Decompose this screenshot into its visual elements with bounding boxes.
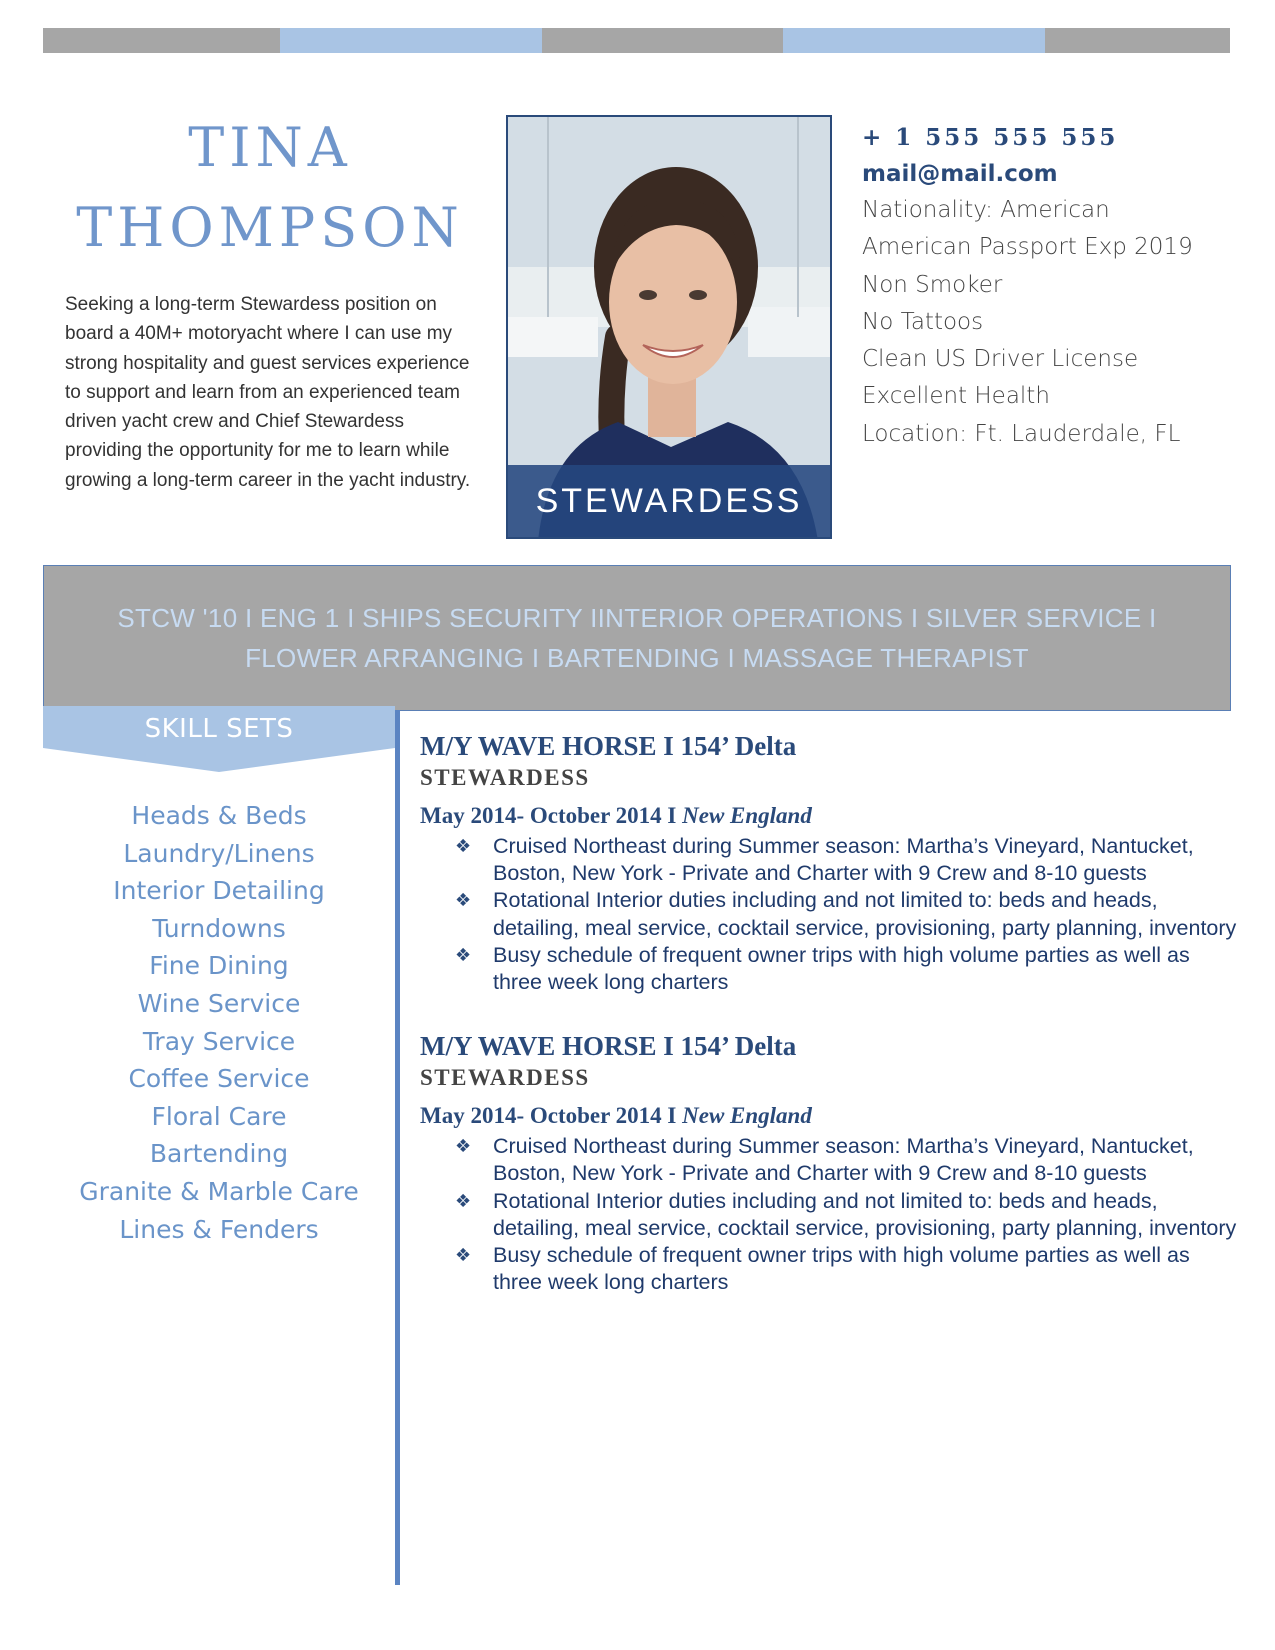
skill-item: Floral Care <box>151 1101 287 1131</box>
profile-photo <box>506 115 832 539</box>
job-bullet-text: Busy schedule of frequent owner trips with high volume parties as well as three week long charters <box>493 942 1190 995</box>
detail-passport: American Passport Exp 2019 <box>862 234 1193 261</box>
job-bullet <box>420 887 1240 941</box>
column-divider <box>395 710 400 1585</box>
job-vessel: M/Y WAVE HORSE I 154’ Delta <box>420 731 797 761</box>
photo-caption-title: STEWARDESS <box>508 465 830 537</box>
top-bar-segment <box>1045 28 1230 53</box>
detail-smoker: Non Smoker <box>862 271 1003 298</box>
phone-number: + 1 555 555 555 <box>862 124 1119 151</box>
certifications-line: FLOWER ARRANGING I BARTENDING I MASSAGE THERAPIST <box>245 643 1029 673</box>
detail-nationality: Nationality: American <box>862 197 1110 223</box>
job-role: STEWARDESS <box>420 1065 590 1091</box>
job-location: New England <box>682 1103 812 1129</box>
top-color-bar <box>43 28 1230 53</box>
skill-item: Tray Service <box>142 1026 296 1056</box>
contact-block <box>862 120 1242 453</box>
detail-tattoos: No Tattoos <box>862 308 984 335</box>
job-bullets <box>420 833 1240 996</box>
skill-sets-header <box>43 706 395 772</box>
skill-item: Interior Detailing <box>113 876 325 906</box>
skill-item: Laundry/Linens <box>123 838 315 868</box>
email-address: mail@mail.com <box>862 161 1058 187</box>
diamond-bullet-icon: ❖ <box>455 1136 472 1158</box>
job-dates <box>420 1101 1240 1131</box>
job-bullet <box>420 833 1240 887</box>
job-bullet-text: Cruised Northeast during Summer season: Martha’s Vineyard, Nantucket, Boston, New York - Private and Charter with 9 Crew and 8-10 guests <box>493 1134 1194 1186</box>
job-bullets <box>420 1133 1240 1296</box>
skill-item: Fine Dining <box>149 951 289 981</box>
skill-item: Wine Service <box>137 988 301 1018</box>
job-entry <box>420 730 1240 996</box>
job-bullet <box>420 1133 1240 1187</box>
certifications-text <box>117 598 1156 678</box>
diamond-bullet-icon: ❖ <box>455 836 472 857</box>
job-bullet-text: Rotational Interior duties including and not limited to: beds and heads, detailing, meal service, cocktail service, provisioning, party planning, inventory <box>493 1188 1237 1240</box>
diamond-bullet-icon: ❖ <box>455 1245 472 1267</box>
diamond-bullet-icon: ❖ <box>455 890 472 912</box>
candidate-name <box>60 108 480 268</box>
job-location: New England <box>682 803 812 828</box>
job-bullet-text: Rotational Interior duties including and not limited to: beds and heads, detailing, meal service, cocktail service, provisioning, party planning, inventory <box>493 888 1237 940</box>
skill-item: Lines & Fenders <box>119 1214 319 1244</box>
name-first: TINA <box>188 116 352 179</box>
job-bullet-text: Cruised Northeast during Summer season: Martha’s Vineyard, Nantucket, Boston, New York - Private and Charter with 9 Crew and 8-10 guests <box>493 834 1194 886</box>
diamond-bullet-icon: ❖ <box>455 1190 472 1212</box>
top-bar-segment <box>783 28 1045 53</box>
skill-item: Granite & Marble Care <box>79 1176 359 1206</box>
certifications-banner <box>43 565 1231 711</box>
certifications-line: STCW '10 I ENG 1 I SHIPS SECURITY IINTERIOR OPERATIONS I SILVER SERVICE I <box>117 603 1157 633</box>
job-bullet <box>420 942 1240 996</box>
job-dates <box>420 801 1240 831</box>
job-role: STEWARDESS <box>420 765 590 790</box>
detail-health: Excellent Health <box>862 383 1050 410</box>
top-bar-segment <box>43 28 280 53</box>
job-entry <box>420 1030 1240 1296</box>
name-last: THOMPSON <box>76 196 464 259</box>
skill-item: Turndowns <box>152 913 286 943</box>
job-vessel: M/Y WAVE HORSE I 154’ Delta <box>420 1031 797 1062</box>
objective-text: Seeking a long-term Stewardess position on board a 40M+ motoryacht where I can use my strong hospitality and guest services experience to support and learn from an experienced team driven yacht crew and Chief Stewardess providing the opportunity for me to learn while growing a long-term career in the yacht industry. <box>65 294 471 491</box>
top-bar-segment <box>542 28 783 53</box>
job-bullet-text: Busy schedule of frequent owner trips with high volume parties as well as three week long charters <box>493 1243 1190 1295</box>
diamond-bullet-icon: ❖ <box>455 944 472 966</box>
skill-item: Heads & Beds <box>131 801 307 830</box>
experience-section <box>420 730 1240 1330</box>
skills-list <box>43 797 395 1248</box>
detail-location: Location: Ft. Lauderdale, FL <box>862 420 1181 447</box>
job-bullet <box>420 1242 1240 1296</box>
job-bullet <box>420 1188 1240 1242</box>
detail-license: Clean US Driver License <box>862 346 1139 373</box>
skill-item: Bartending <box>149 1139 289 1169</box>
job-date-range: May 2014- October 2014 I <box>420 1103 677 1129</box>
skill-sets-title: SKILL SETS <box>144 714 294 744</box>
job-date-range: May 2014- October 2014 I <box>420 803 677 828</box>
top-bar-segment <box>280 28 542 53</box>
skill-item: Coffee Service <box>128 1064 310 1094</box>
